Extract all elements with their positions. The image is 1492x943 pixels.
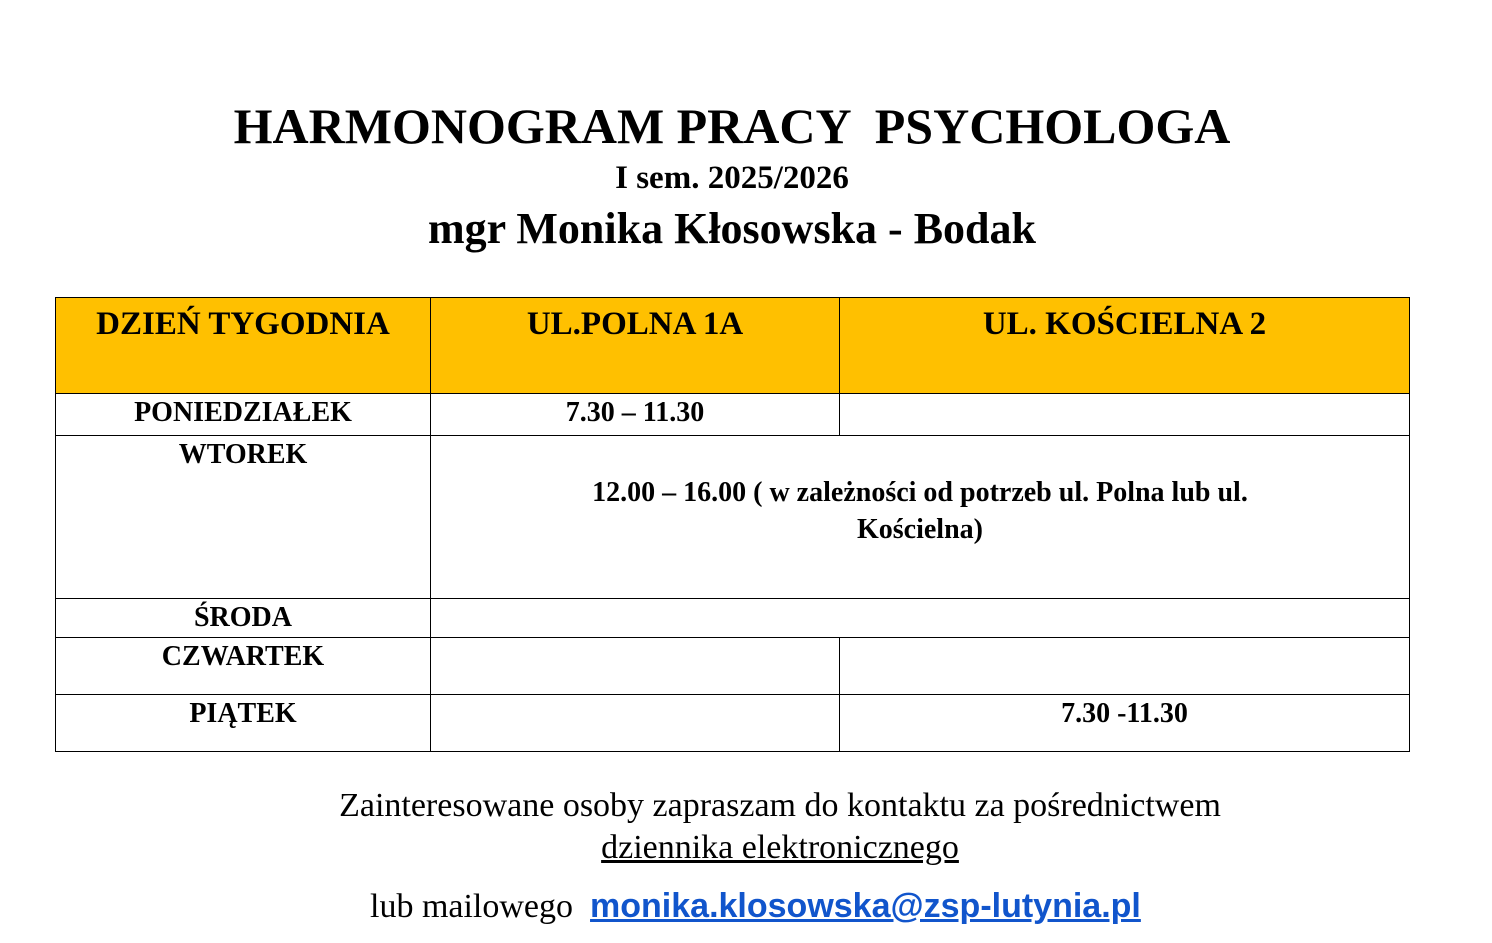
contact-email-line	[370, 884, 1141, 929]
day-cell: PIĄTEK	[56, 695, 431, 752]
polna-cell	[431, 638, 840, 695]
page-title: HARMONOGRAM PRACY PSYCHOLOGA	[233, 98, 1231, 154]
email-link[interactable]: monika.klosowska@zsp-lutynia.pl	[590, 887, 1141, 925]
contact-email-prefix: lub mailowego	[370, 888, 591, 925]
contact-text-underlined: dziennika elektronicznego	[601, 829, 959, 866]
polna-cell	[431, 695, 840, 752]
table-row	[56, 394, 1410, 436]
table-row	[56, 638, 1410, 695]
semester-label: I sem. 2025/2026	[615, 160, 849, 196]
day-cell: PONIEDZIAŁEK	[56, 394, 431, 436]
day-cell: CZWARTEK	[56, 638, 431, 695]
koscielna-cell	[840, 638, 1410, 695]
contact-text: Zainteresowane osoby zapraszam do kontaktu za pośrednictwem	[339, 787, 1221, 824]
table-row	[56, 436, 1410, 599]
schedule-table	[55, 297, 1410, 752]
polna-cell: 7.30 – 11.30	[431, 394, 840, 436]
column-header-koscielna: UL. KOŚCIELNA 2	[840, 298, 1410, 394]
column-header-day: DZIEŃ TYGODNIA	[56, 298, 431, 394]
merged-hours-cell	[431, 436, 1410, 599]
table-header-row	[56, 298, 1410, 394]
merged-hours-cell	[431, 599, 1410, 638]
column-header-polna: UL.POLNA 1A	[431, 298, 840, 394]
day-cell: ŚRODA	[56, 599, 431, 638]
teacher-name: mgr Monika Kłosowska - Bodak	[428, 204, 1036, 253]
koscielna-cell: 7.30 -11.30	[840, 695, 1410, 752]
table-row	[56, 599, 1410, 638]
table-row	[56, 695, 1410, 752]
koscielna-cell	[840, 394, 1410, 436]
merged-hours-text: 12.00 – 16.00 ( w zależności od potrzeb ul. Polna lub ul. Kościelna)	[592, 477, 1248, 545]
day-cell: WTOREK	[56, 436, 431, 599]
